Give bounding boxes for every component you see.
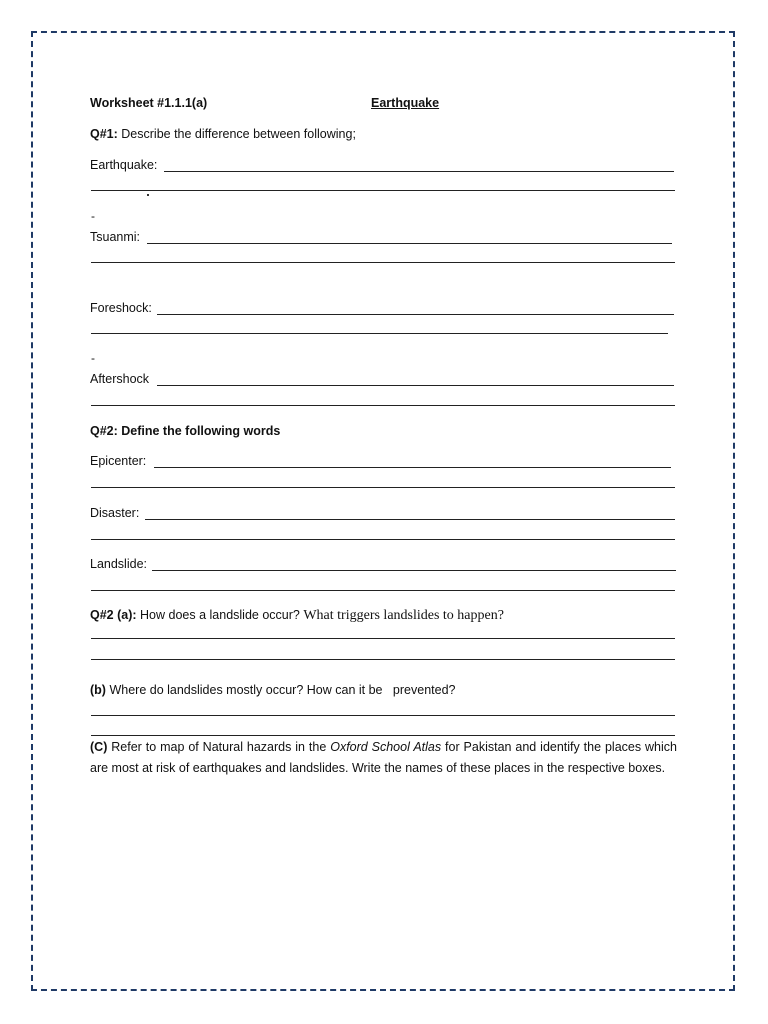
term-earthquake: Earthquake: bbox=[90, 158, 158, 172]
answer-line[interactable] bbox=[91, 333, 668, 334]
dash-mark: - bbox=[91, 209, 95, 223]
q2a-label: Q#2 (a): bbox=[90, 608, 137, 622]
answer-line[interactable] bbox=[157, 385, 674, 386]
answer-line[interactable] bbox=[145, 519, 675, 520]
q2a-text-1: How does a landslide occur? bbox=[140, 608, 300, 622]
answer-line[interactable] bbox=[147, 243, 672, 244]
answer-line[interactable] bbox=[91, 190, 675, 191]
q2b-question bbox=[90, 682, 455, 698]
answer-line[interactable] bbox=[91, 659, 675, 660]
stray-dot bbox=[147, 194, 149, 196]
q2b-label: (b) bbox=[90, 683, 106, 697]
answer-line[interactable] bbox=[164, 171, 674, 172]
q1-question bbox=[90, 126, 356, 142]
term-foreshock: Foreshock: bbox=[90, 301, 152, 315]
q2c-atlas: Oxford School Atlas bbox=[330, 740, 442, 754]
answer-line[interactable] bbox=[154, 467, 671, 468]
term-landslide: Landslide: bbox=[90, 557, 147, 571]
q2c-label: (C) bbox=[90, 740, 108, 754]
q2c-text-after: for Pakistan and identify the places which are most at risk of earthquakes and landslides. Write the names of these places in the respective boxes. bbox=[90, 740, 677, 775]
term-tsunami: Tsuanmi: bbox=[90, 230, 141, 244]
term-epicenter: Epicenter: bbox=[90, 454, 147, 468]
q1-text: Describe the difference between following; bbox=[121, 127, 356, 141]
answer-line[interactable] bbox=[157, 314, 674, 315]
answer-line[interactable] bbox=[91, 487, 675, 488]
q2c-text-before: Refer to map of Natural hazards in the bbox=[111, 740, 327, 754]
q1-label: Q#1: bbox=[90, 127, 118, 141]
dash-mark: - bbox=[91, 351, 95, 365]
answer-line[interactable] bbox=[91, 715, 675, 716]
answer-line[interactable] bbox=[91, 590, 675, 591]
q2b-text-2: How can it be prevented? bbox=[306, 683, 456, 697]
answer-line[interactable] bbox=[91, 539, 675, 540]
q2c-paragraph bbox=[90, 737, 677, 779]
term-disaster: Disaster: bbox=[90, 506, 140, 520]
q2a-question bbox=[90, 607, 504, 624]
answer-line[interactable] bbox=[91, 262, 675, 263]
term-aftershock: Aftershock bbox=[90, 372, 150, 386]
answer-line[interactable] bbox=[152, 570, 676, 571]
answer-line[interactable] bbox=[91, 735, 675, 736]
q2b-text-1: Where do landslides mostly occur? bbox=[109, 683, 304, 697]
worksheet-number: Worksheet #1.1.1(a) bbox=[90, 96, 208, 110]
answer-line[interactable] bbox=[91, 638, 675, 639]
worksheet-title: Earthquake bbox=[371, 96, 440, 110]
q2a-text-2: What triggers landslides to happen? bbox=[303, 608, 504, 623]
q2-heading: Q#2: Define the following words bbox=[90, 424, 281, 438]
answer-line[interactable] bbox=[91, 405, 675, 406]
